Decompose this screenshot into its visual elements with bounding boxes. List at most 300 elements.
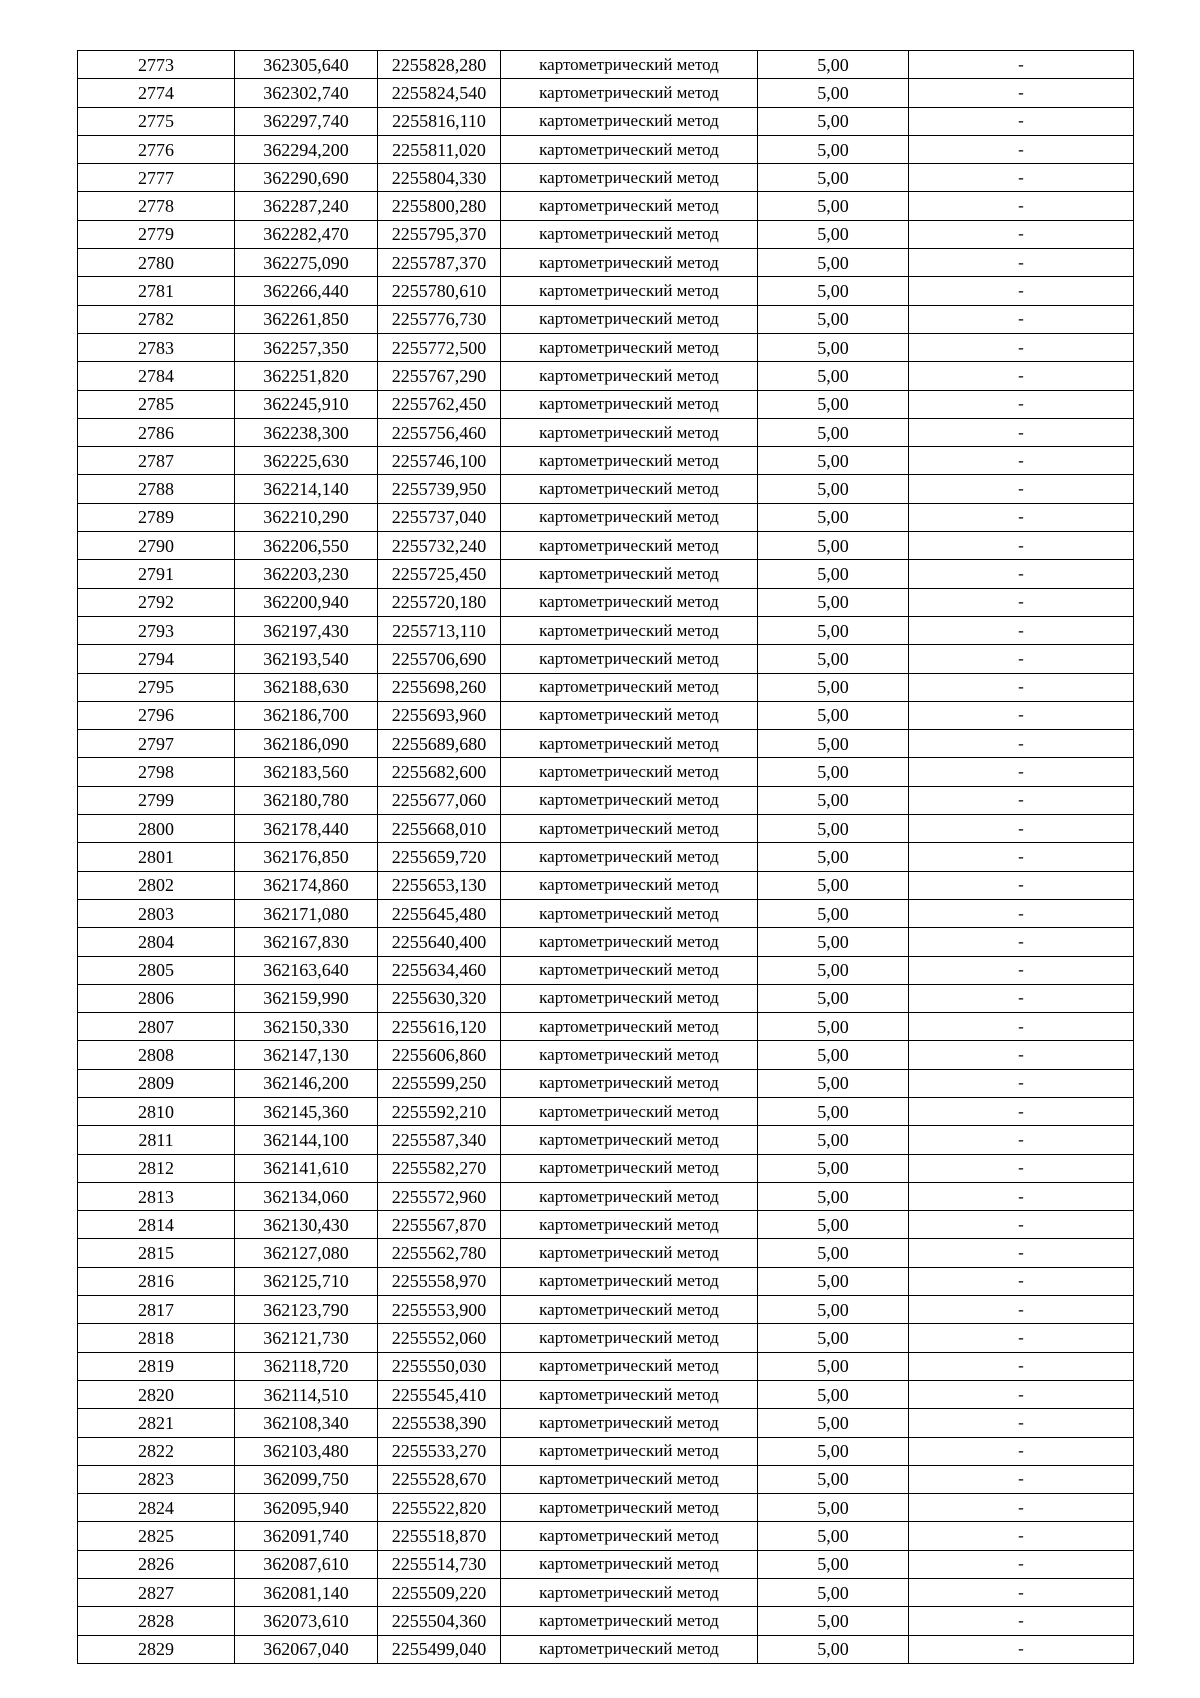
point-number-cell: 2773 <box>78 51 235 79</box>
point-number-cell: 2816 <box>78 1267 235 1295</box>
point-number-cell: 2802 <box>78 871 235 899</box>
accuracy-cell: 5,00 <box>758 899 909 927</box>
coordinate-y-cell: 2255732,240 <box>378 532 501 560</box>
coordinate-y-cell: 2255780,610 <box>378 277 501 305</box>
coordinate-y-cell: 2255558,970 <box>378 1267 501 1295</box>
coordinate-y-cell: 2255653,130 <box>378 871 501 899</box>
point-number-cell: 2813 <box>78 1182 235 1210</box>
coordinate-y-cell: 2255772,500 <box>378 333 501 361</box>
point-number-cell: 2823 <box>78 1465 235 1493</box>
accuracy-cell: 5,00 <box>758 673 909 701</box>
note-cell: - <box>909 815 1134 843</box>
coordinate-x-cell: 362127,080 <box>235 1239 378 1267</box>
note-cell: - <box>909 956 1134 984</box>
table-row <box>78 758 1134 786</box>
note-cell: - <box>909 277 1134 305</box>
point-number-cell: 2794 <box>78 645 235 673</box>
table-row <box>78 79 1134 107</box>
note-cell: - <box>909 1352 1134 1380</box>
point-number-cell: 2803 <box>78 899 235 927</box>
coordinate-x-cell: 362141,610 <box>235 1154 378 1182</box>
accuracy-cell: 5,00 <box>758 1579 909 1607</box>
accuracy-cell: 5,00 <box>758 956 909 984</box>
accuracy-cell: 5,00 <box>758 1239 909 1267</box>
note-cell: - <box>909 560 1134 588</box>
point-number-cell: 2775 <box>78 107 235 135</box>
coordinate-x-cell: 362150,330 <box>235 1013 378 1041</box>
point-number-cell: 2818 <box>78 1324 235 1352</box>
table-row <box>78 899 1134 927</box>
accuracy-cell: 5,00 <box>758 1267 909 1295</box>
point-number-cell: 2806 <box>78 984 235 1012</box>
method-cell: картометрический метод <box>501 192 758 220</box>
coordinate-x-cell: 362147,130 <box>235 1041 378 1069</box>
method-cell: картометрический метод <box>501 1409 758 1437</box>
method-cell: картометрический метод <box>501 1550 758 1578</box>
accuracy-cell: 5,00 <box>758 1550 909 1578</box>
coordinate-x-cell: 362186,700 <box>235 701 378 729</box>
method-cell: картометрический метод <box>501 164 758 192</box>
note-cell: - <box>909 673 1134 701</box>
coordinate-y-cell: 2255725,450 <box>378 560 501 588</box>
note-cell: - <box>909 1182 1134 1210</box>
point-number-cell: 2808 <box>78 1041 235 1069</box>
coordinate-x-cell: 362193,540 <box>235 645 378 673</box>
coordinate-y-cell: 2255706,690 <box>378 645 501 673</box>
note-cell: - <box>909 164 1134 192</box>
coordinates-table <box>77 50 1134 1664</box>
coordinate-y-cell: 2255630,320 <box>378 984 501 1012</box>
coordinate-y-cell: 2255504,360 <box>378 1607 501 1635</box>
note-cell: - <box>909 1579 1134 1607</box>
method-cell: картометрический метод <box>501 1182 758 1210</box>
note-cell: - <box>909 447 1134 475</box>
accuracy-cell: 5,00 <box>758 1465 909 1493</box>
table-row <box>78 390 1134 418</box>
note-cell: - <box>909 786 1134 814</box>
coordinate-x-cell: 362145,360 <box>235 1097 378 1125</box>
note-cell: - <box>909 390 1134 418</box>
note-cell: - <box>909 588 1134 616</box>
method-cell: картометрический метод <box>501 928 758 956</box>
coordinate-y-cell: 2255682,600 <box>378 758 501 786</box>
method-cell: картометрический метод <box>501 107 758 135</box>
accuracy-cell: 5,00 <box>758 79 909 107</box>
coordinate-y-cell: 2255587,340 <box>378 1126 501 1154</box>
table-row <box>78 475 1134 503</box>
method-cell: картометрический метод <box>501 1352 758 1380</box>
method-cell: картометрический метод <box>501 503 758 531</box>
coordinate-y-cell: 2255720,180 <box>378 588 501 616</box>
point-number-cell: 2828 <box>78 1607 235 1635</box>
accuracy-cell: 5,00 <box>758 645 909 673</box>
coordinate-x-cell: 362123,790 <box>235 1296 378 1324</box>
method-cell: картометрический метод <box>501 758 758 786</box>
accuracy-cell: 5,00 <box>758 1494 909 1522</box>
accuracy-cell: 5,00 <box>758 786 909 814</box>
coordinate-x-cell: 362183,560 <box>235 758 378 786</box>
accuracy-cell: 5,00 <box>758 390 909 418</box>
coordinate-x-cell: 362251,820 <box>235 362 378 390</box>
coordinate-y-cell: 2255659,720 <box>378 843 501 871</box>
accuracy-cell: 5,00 <box>758 1437 909 1465</box>
method-cell: картометрический метод <box>501 249 758 277</box>
note-cell: - <box>909 1437 1134 1465</box>
coordinate-y-cell: 2255677,060 <box>378 786 501 814</box>
note-cell: - <box>909 1494 1134 1522</box>
accuracy-cell: 5,00 <box>758 1041 909 1069</box>
table-row <box>78 616 1134 644</box>
table-row <box>78 1494 1134 1522</box>
coordinate-x-cell: 362186,090 <box>235 730 378 758</box>
coordinate-x-cell: 362118,720 <box>235 1352 378 1380</box>
note-cell: - <box>909 1296 1134 1324</box>
table-row <box>78 1267 1134 1295</box>
accuracy-cell: 5,00 <box>758 730 909 758</box>
note-cell: - <box>909 305 1134 333</box>
accuracy-cell: 5,00 <box>758 1324 909 1352</box>
coordinate-x-cell: 362257,350 <box>235 333 378 361</box>
coordinate-x-cell: 362210,290 <box>235 503 378 531</box>
coordinate-y-cell: 2255533,270 <box>378 1437 501 1465</box>
note-cell: - <box>909 1522 1134 1550</box>
coordinate-x-cell: 362178,440 <box>235 815 378 843</box>
method-cell: картометрический метод <box>501 956 758 984</box>
note-cell: - <box>909 1097 1134 1125</box>
method-cell: картометрический метод <box>501 1437 758 1465</box>
coordinate-y-cell: 2255567,870 <box>378 1211 501 1239</box>
coordinate-y-cell: 2255553,900 <box>378 1296 501 1324</box>
coordinate-x-cell: 362087,610 <box>235 1550 378 1578</box>
coordinate-x-cell: 362305,640 <box>235 51 378 79</box>
coordinate-x-cell: 362197,430 <box>235 616 378 644</box>
note-cell: - <box>909 1211 1134 1239</box>
coordinate-x-cell: 362167,830 <box>235 928 378 956</box>
accuracy-cell: 5,00 <box>758 843 909 871</box>
method-cell: картометрический метод <box>501 1494 758 1522</box>
coordinate-y-cell: 2255795,370 <box>378 220 501 248</box>
coordinate-y-cell: 2255689,680 <box>378 730 501 758</box>
note-cell: - <box>909 1154 1134 1182</box>
table-row <box>78 249 1134 277</box>
coordinate-y-cell: 2255776,730 <box>378 305 501 333</box>
method-cell: картометрический метод <box>501 815 758 843</box>
coordinate-y-cell: 2255693,960 <box>378 701 501 729</box>
table-row <box>78 1041 1134 1069</box>
note-cell: - <box>909 192 1134 220</box>
method-cell: картометрический метод <box>501 277 758 305</box>
coordinate-y-cell: 2255606,860 <box>378 1041 501 1069</box>
coordinates-table-body <box>78 51 1134 1664</box>
point-number-cell: 2824 <box>78 1494 235 1522</box>
note-cell: - <box>909 645 1134 673</box>
point-number-cell: 2804 <box>78 928 235 956</box>
accuracy-cell: 5,00 <box>758 1522 909 1550</box>
table-row <box>78 1239 1134 1267</box>
point-number-cell: 2784 <box>78 362 235 390</box>
method-cell: картометрический метод <box>501 1579 758 1607</box>
method-cell: картометрический метод <box>501 447 758 475</box>
method-cell: картометрический метод <box>501 51 758 79</box>
accuracy-cell: 5,00 <box>758 1154 909 1182</box>
coordinate-y-cell: 2255499,040 <box>378 1635 501 1663</box>
note-cell: - <box>909 1380 1134 1408</box>
table-row <box>78 1154 1134 1182</box>
coordinate-x-cell: 362073,610 <box>235 1607 378 1635</box>
accuracy-cell: 5,00 <box>758 1607 909 1635</box>
note-cell: - <box>909 220 1134 248</box>
accuracy-cell: 5,00 <box>758 249 909 277</box>
point-number-cell: 2800 <box>78 815 235 843</box>
point-number-cell: 2795 <box>78 673 235 701</box>
note-cell: - <box>909 1041 1134 1069</box>
table-row <box>78 305 1134 333</box>
table-row <box>78 588 1134 616</box>
accuracy-cell: 5,00 <box>758 984 909 1012</box>
accuracy-cell: 5,00 <box>758 1069 909 1097</box>
coordinate-y-cell: 2255518,870 <box>378 1522 501 1550</box>
accuracy-cell: 5,00 <box>758 135 909 163</box>
coordinate-y-cell: 2255616,120 <box>378 1013 501 1041</box>
point-number-cell: 2805 <box>78 956 235 984</box>
point-number-cell: 2826 <box>78 1550 235 1578</box>
point-number-cell: 2812 <box>78 1154 235 1182</box>
table-row <box>78 1607 1134 1635</box>
point-number-cell: 2783 <box>78 333 235 361</box>
coordinate-x-cell: 362095,940 <box>235 1494 378 1522</box>
accuracy-cell: 5,00 <box>758 616 909 644</box>
table-row <box>78 673 1134 701</box>
coordinate-y-cell: 2255538,390 <box>378 1409 501 1437</box>
point-number-cell: 2817 <box>78 1296 235 1324</box>
accuracy-cell: 5,00 <box>758 418 909 446</box>
accuracy-cell: 5,00 <box>758 447 909 475</box>
coordinate-y-cell: 2255668,010 <box>378 815 501 843</box>
point-number-cell: 2799 <box>78 786 235 814</box>
point-number-cell: 2779 <box>78 220 235 248</box>
coordinate-y-cell: 2255522,820 <box>378 1494 501 1522</box>
coordinate-y-cell: 2255713,110 <box>378 616 501 644</box>
point-number-cell: 2777 <box>78 164 235 192</box>
coordinate-x-cell: 362302,740 <box>235 79 378 107</box>
method-cell: картометрический метод <box>501 1296 758 1324</box>
point-number-cell: 2793 <box>78 616 235 644</box>
coordinate-x-cell: 362108,340 <box>235 1409 378 1437</box>
point-number-cell: 2821 <box>78 1409 235 1437</box>
table-row <box>78 1380 1134 1408</box>
point-number-cell: 2827 <box>78 1579 235 1607</box>
point-number-cell: 2792 <box>78 588 235 616</box>
accuracy-cell: 5,00 <box>758 588 909 616</box>
method-cell: картометрический метод <box>501 475 758 503</box>
note-cell: - <box>909 758 1134 786</box>
accuracy-cell: 5,00 <box>758 1182 909 1210</box>
method-cell: картометрический метод <box>501 730 758 758</box>
note-cell: - <box>909 1465 1134 1493</box>
method-cell: картометрический метод <box>501 645 758 673</box>
coordinate-x-cell: 362159,990 <box>235 984 378 1012</box>
method-cell: картометрический метод <box>501 1069 758 1097</box>
note-cell: - <box>909 107 1134 135</box>
coordinate-x-cell: 362287,240 <box>235 192 378 220</box>
method-cell: картометрический метод <box>501 1239 758 1267</box>
method-cell: картометрический метод <box>501 305 758 333</box>
point-number-cell: 2807 <box>78 1013 235 1041</box>
method-cell: картометрический метод <box>501 362 758 390</box>
coordinate-y-cell: 2255514,730 <box>378 1550 501 1578</box>
table-row <box>78 645 1134 673</box>
table-row <box>78 1126 1134 1154</box>
point-number-cell: 2796 <box>78 701 235 729</box>
method-cell: картометрический метод <box>501 1154 758 1182</box>
coordinate-x-cell: 362238,300 <box>235 418 378 446</box>
note-cell: - <box>909 1635 1134 1663</box>
coordinate-y-cell: 2255824,540 <box>378 79 501 107</box>
method-cell: картометрический метод <box>501 588 758 616</box>
note-cell: - <box>909 984 1134 1012</box>
point-number-cell: 2819 <box>78 1352 235 1380</box>
method-cell: картометрический метод <box>501 390 758 418</box>
coordinate-x-cell: 362188,630 <box>235 673 378 701</box>
table-row <box>78 333 1134 361</box>
method-cell: картометрический метод <box>501 418 758 446</box>
coordinate-y-cell: 2255592,210 <box>378 1097 501 1125</box>
coordinate-x-cell: 362125,710 <box>235 1267 378 1295</box>
accuracy-cell: 5,00 <box>758 1409 909 1437</box>
coordinate-y-cell: 2255767,290 <box>378 362 501 390</box>
method-cell: картометрический метод <box>501 1380 758 1408</box>
table-row <box>78 362 1134 390</box>
coordinate-y-cell: 2255545,410 <box>378 1380 501 1408</box>
table-row <box>78 1465 1134 1493</box>
note-cell: - <box>909 362 1134 390</box>
note-cell: - <box>909 503 1134 531</box>
table-row <box>78 1069 1134 1097</box>
note-cell: - <box>909 616 1134 644</box>
coordinate-x-cell: 362121,730 <box>235 1324 378 1352</box>
coordinate-x-cell: 362081,140 <box>235 1579 378 1607</box>
coordinate-x-cell: 362290,690 <box>235 164 378 192</box>
note-cell: - <box>909 871 1134 899</box>
point-number-cell: 2780 <box>78 249 235 277</box>
coordinate-x-cell: 362134,060 <box>235 1182 378 1210</box>
table-row <box>78 1550 1134 1578</box>
method-cell: картометрический метод <box>501 1607 758 1635</box>
coordinate-y-cell: 2255550,030 <box>378 1352 501 1380</box>
accuracy-cell: 5,00 <box>758 277 909 305</box>
note-cell: - <box>909 1324 1134 1352</box>
coordinate-x-cell: 362171,080 <box>235 899 378 927</box>
note-cell: - <box>909 1550 1134 1578</box>
accuracy-cell: 5,00 <box>758 164 909 192</box>
coordinate-y-cell: 2255634,460 <box>378 956 501 984</box>
table-row <box>78 192 1134 220</box>
table-row <box>78 135 1134 163</box>
point-number-cell: 2797 <box>78 730 235 758</box>
method-cell: картометрический метод <box>501 532 758 560</box>
table-row <box>78 560 1134 588</box>
method-cell: картометрический метод <box>501 135 758 163</box>
table-row <box>78 1182 1134 1210</box>
accuracy-cell: 5,00 <box>758 305 909 333</box>
table-row <box>78 956 1134 984</box>
point-number-cell: 2809 <box>78 1069 235 1097</box>
table-row <box>78 1324 1134 1352</box>
coordinate-y-cell: 2255562,780 <box>378 1239 501 1267</box>
coordinate-x-cell: 362099,750 <box>235 1465 378 1493</box>
accuracy-cell: 5,00 <box>758 532 909 560</box>
accuracy-cell: 5,00 <box>758 51 909 79</box>
coordinate-y-cell: 2255811,020 <box>378 135 501 163</box>
coordinate-x-cell: 362174,860 <box>235 871 378 899</box>
note-cell: - <box>909 135 1134 163</box>
table-row <box>78 503 1134 531</box>
coordinate-x-cell: 362245,910 <box>235 390 378 418</box>
coordinate-y-cell: 2255737,040 <box>378 503 501 531</box>
method-cell: картометрический метод <box>501 1211 758 1239</box>
note-cell: - <box>909 899 1134 927</box>
coordinate-y-cell: 2255698,260 <box>378 673 501 701</box>
note-cell: - <box>909 730 1134 758</box>
coordinate-x-cell: 362146,200 <box>235 1069 378 1097</box>
note-cell: - <box>909 928 1134 956</box>
method-cell: картометрический метод <box>501 1324 758 1352</box>
accuracy-cell: 5,00 <box>758 560 909 588</box>
coordinate-y-cell: 2255645,480 <box>378 899 501 927</box>
method-cell: картометрический метод <box>501 899 758 927</box>
coordinate-x-cell: 362114,510 <box>235 1380 378 1408</box>
table-row <box>78 1352 1134 1380</box>
table-row <box>78 843 1134 871</box>
note-cell: - <box>909 843 1134 871</box>
method-cell: картометрический метод <box>501 560 758 588</box>
coordinate-x-cell: 362261,850 <box>235 305 378 333</box>
accuracy-cell: 5,00 <box>758 1126 909 1154</box>
coordinate-x-cell: 362297,740 <box>235 107 378 135</box>
coordinate-y-cell: 2255828,280 <box>378 51 501 79</box>
table-row <box>78 1409 1134 1437</box>
coordinate-x-cell: 362206,550 <box>235 532 378 560</box>
coordinate-x-cell: 362067,040 <box>235 1635 378 1663</box>
table-row <box>78 51 1134 79</box>
note-cell: - <box>909 418 1134 446</box>
coordinate-y-cell: 2255800,280 <box>378 192 501 220</box>
point-number-cell: 2815 <box>78 1239 235 1267</box>
accuracy-cell: 5,00 <box>758 192 909 220</box>
note-cell: - <box>909 1069 1134 1097</box>
method-cell: картометрический метод <box>501 1635 758 1663</box>
coordinate-y-cell: 2255746,100 <box>378 447 501 475</box>
table-row <box>78 815 1134 843</box>
method-cell: картометрический метод <box>501 333 758 361</box>
coordinate-x-cell: 362275,090 <box>235 249 378 277</box>
accuracy-cell: 5,00 <box>758 1296 909 1324</box>
method-cell: картометрический метод <box>501 1465 758 1493</box>
coordinate-x-cell: 362214,140 <box>235 475 378 503</box>
method-cell: картометрический метод <box>501 871 758 899</box>
coordinate-y-cell: 2255816,110 <box>378 107 501 135</box>
coordinate-y-cell: 2255509,220 <box>378 1579 501 1607</box>
point-number-cell: 2825 <box>78 1522 235 1550</box>
point-number-cell: 2781 <box>78 277 235 305</box>
coordinate-y-cell: 2255572,960 <box>378 1182 501 1210</box>
coordinate-x-cell: 362200,940 <box>235 588 378 616</box>
coordinate-x-cell: 362203,230 <box>235 560 378 588</box>
coordinate-y-cell: 2255582,270 <box>378 1154 501 1182</box>
table-row <box>78 107 1134 135</box>
table-row <box>78 730 1134 758</box>
table-row <box>78 1635 1134 1663</box>
